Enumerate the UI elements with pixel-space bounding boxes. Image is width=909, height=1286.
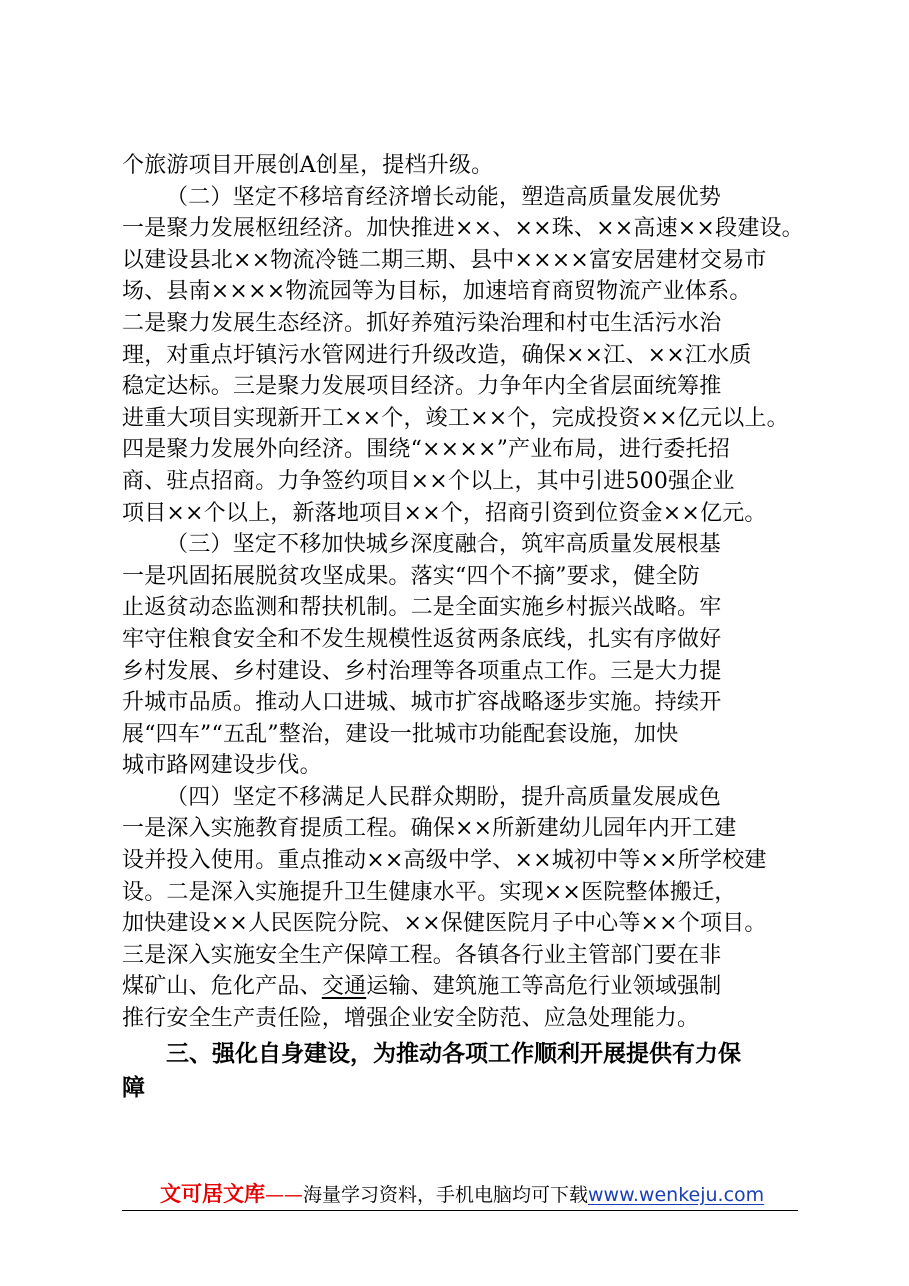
page-footer bbox=[160, 1180, 764, 1209]
body-line: 个旅游项目开展创A创星，提档升级。 bbox=[122, 153, 494, 178]
section-heading-4: （四）坚定不移满足人民群众期盼，提升高质量发展成色 bbox=[166, 784, 722, 810]
chapter-heading-continued: 障 bbox=[122, 1074, 145, 1101]
body-line: 止返贫动态监测和帮扶机制。二是全面实施乡村振兴战略。牢 bbox=[122, 595, 722, 621]
body-line: 以建设县北××物流冷链二期三期、县中××××富安居建材交易市 bbox=[122, 247, 767, 273]
body-line: 推行安全生产责任险，增强企业安全防范、应急处理能力。 bbox=[122, 1006, 700, 1032]
body-line: 场、县南××××物流园等为目标，加速培育商贸物流产业体系。 bbox=[122, 279, 752, 305]
body-line: 一是巩固拓展脱贫攻坚成果。落实“四个不摘”要求，健全防 bbox=[122, 563, 700, 589]
body-line-part: 运输、建筑施工等高危行业领域强制 bbox=[366, 974, 722, 1000]
chapter-heading: 三、强化自身建设，为推动各项工作顺利开展提供有力保 bbox=[166, 1040, 741, 1067]
body-line: 城市路网建设步伐。 bbox=[122, 753, 322, 779]
body-line-part: 煤矿山、危化产品、 bbox=[122, 974, 322, 1000]
section-heading-2: （二）坚定不移培育经济增长动能，塑造高质量发展优势 bbox=[166, 184, 722, 210]
footer-dash: —— bbox=[265, 1184, 303, 1206]
body-line: 乡村发展、乡村建设、乡村治理等各项重点工作。三是大力提 bbox=[122, 658, 722, 684]
body-line: 设并投入使用。重点推动××高级中学、××城初中等××所学校建 bbox=[122, 848, 767, 874]
body-line: 牢守住粮食安全和不发生规模性返贫两条底线，扎实有序做好 bbox=[122, 626, 722, 652]
body-line: 稳定达标。三是聚力发展项目经济。力争年内全省层面统筹推 bbox=[122, 374, 722, 400]
body-line bbox=[122, 971, 802, 1003]
body-line: 展“四车”“五乱”整治，建设一批城市功能配套设施，加快 bbox=[122, 721, 679, 747]
body-line: 四是聚力发展外向经济。围绕“××××”产业布局，进行委托招 bbox=[122, 437, 731, 463]
footer-brand: 文可居文库 bbox=[160, 1182, 265, 1206]
footer-description: 海量学习资料，手机电脑均可下载 bbox=[303, 1184, 589, 1206]
underlined-word: 交通 bbox=[321, 974, 367, 1000]
body-line: 进重大项目实现新开工××个，竣工××个，完成投资××亿元以上。 bbox=[122, 405, 789, 431]
body-line: 三是深入实施安全生产保障工程。各镇各行业主管部门要在非 bbox=[122, 942, 722, 968]
footer-link[interactable]: www.wenkeju.com bbox=[588, 1184, 765, 1206]
body-line: 加快建设××人民医院分院、××保健医院月子中心等××个项目。 bbox=[122, 911, 767, 937]
document-body bbox=[122, 150, 802, 1105]
footer-divider bbox=[122, 1210, 798, 1211]
section-heading-3: （三）坚定不移加快城乡深度融合，筑牢高质量发展根基 bbox=[166, 532, 722, 558]
body-line: 设。二是深入实施提升卫生健康水平。实现××医院整体搬迁， bbox=[122, 879, 737, 905]
body-line: 一是深入实施教育提质工程。确保××所新建幼儿园年内开工建 bbox=[122, 816, 737, 842]
body-line: 商、驻点招商。力争签约项目××个以上，其中引进500强企业 bbox=[122, 468, 735, 494]
body-line: 二是聚力发展生态经济。抓好养殖污染治理和村屯生活污水治 bbox=[122, 310, 722, 336]
body-line: 项目××个以上，新落地项目××个，招商引资到位资金××亿元。 bbox=[122, 500, 767, 526]
body-line: 一是聚力发展枢纽经济。加快推进××、××珠、××高速××段建设。 bbox=[122, 216, 804, 242]
body-line: 升城市品质。推动人口进城、城市扩容战略逐步实施。持续开 bbox=[122, 690, 722, 716]
body-line: 理，对重点圩镇污水管网进行升级改造，确保××江、××江水质 bbox=[122, 342, 752, 368]
